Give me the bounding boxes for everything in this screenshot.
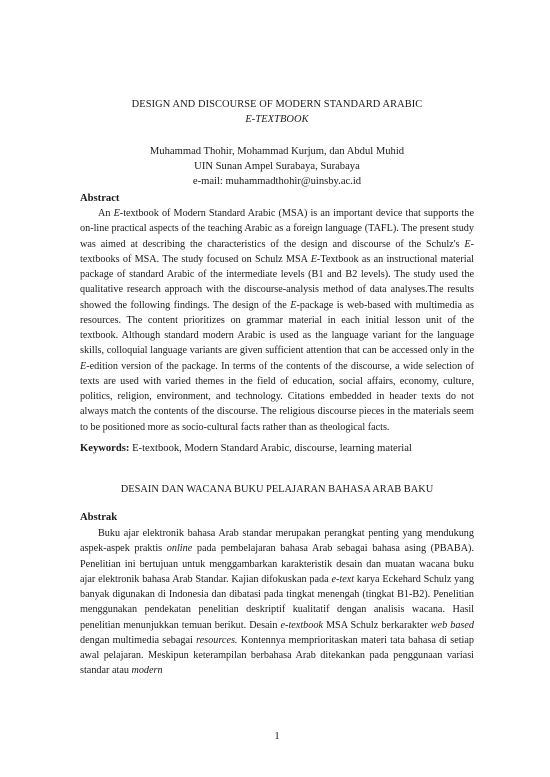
abstrak-text-1: Buku ajar elektronik bahasa Arab standar merupakan perangkat penting yang mendukung aspek-aspek praktis: [80, 528, 474, 555]
indonesian-title: DESAIN DAN WACANA BUKU PELAJARAN BAHASA ARAB BAKU: [120, 484, 434, 495]
abstract-text-5: -package is web-based with multimedia as resources. The content prioritizes on grammar material in each initial lesson unit of the textbook. Although standard modern Arabic is used as the language variant for the language skills, colloquial language variants are given sufficient attention that can be accessed only in the: [80, 299, 475, 357]
abstrak-em-6: modern: [131, 665, 163, 677]
abstrak-paragraph: [80, 526, 474, 679]
abstract-paragraph: [80, 206, 474, 435]
abstract-heading: Abstract: [80, 193, 120, 204]
abstrak-text-6: Kontennya memprioritaskan materi tata bahasa di setiap awal pelajaran. Meskipun keterampilan berbahasa Arab ditekankan pada penggunaan variasi standar atau: [80, 634, 474, 677]
keywords: [80, 443, 412, 454]
abstrak-text-3: karya Eckehard Schulz yang banyak digunakan di Indonesia dan dibatasi pada tingkat menengah (tingkat B1-B2). Penelitian menggunakan pendekatan penelitian deskriptif kualitatif dengan analisis wacana. Hasil penelitian menunjukkan temuan berikut. Desain: [80, 573, 474, 631]
abstrak-text-5: dengan multimedia sebagai: [80, 634, 197, 646]
page-number: 1: [274, 731, 280, 742]
abstract-em-4: E: [290, 299, 297, 311]
abstract-em-1: E: [113, 208, 120, 219]
keywords-text: E-textbook, Modern Standard Arabic, discourse, learning material: [129, 443, 412, 454]
abstract-text-2: -textbook of Modern Standard Arabic (MSA) is an important device that supports the on-line practical aspects of the teaching Arabic as a foreign language (TAFL). The present study was aimed at describing the characteristics of the design and discourse of the Schulz's: [80, 208, 474, 250]
abstract-text-3: -textbooks of MSA. The study focused on Schulz MSA: [80, 238, 474, 265]
abstrak-heading: Abstrak: [80, 512, 118, 523]
abstract-em-5: E: [80, 360, 87, 372]
abstract-text-1: An: [98, 208, 114, 219]
paper-title-line2: [80, 114, 474, 125]
keywords-label: Keywords:: [80, 443, 130, 454]
abstrak-em-4: web based: [430, 619, 474, 631]
abstrak-em-1: online: [166, 543, 193, 555]
paper-title-italic: E-TEXTBOOK: [245, 114, 309, 125]
abstrak-em-3: e-textbook: [280, 619, 323, 631]
abstrak-text-4: MSA Schulz berkarakter: [322, 619, 431, 631]
authors: Muhammad Thohir, Mohammad Kurjum, dan Abdul Muhid: [149, 146, 405, 157]
abstract-text-4: -Textbook as an instructional material package of standard Arabic of the intermediate levels (B1 and B2 levels). The study used the qualitative research approach with the discourse-analysis method of data analyses.The results showed the following findings. The design of the: [80, 253, 474, 311]
abstract-em-2: E: [464, 238, 471, 250]
abstrak-em-5: resources.: [196, 634, 238, 646]
email: e-mail: muhammadthohir@uinsby.ac.id: [192, 176, 362, 187]
abstract-text-6: -edition version of the package. In terms of the contents of the discourse, a wide selection of texts are used with varied themes in the field of education, social affairs, economy, culture, politics, religion, environment, and technology. Citations embedded in header texts do not always match the contents of the discourse. The religious discourse pieces in the materials seem to be positioned more as socio-cultural facts rather than as theological facts.: [80, 360, 474, 433]
abstract-em-3: E: [310, 253, 317, 265]
abstrak-text-2: pada pembelajaran bahasa Arab sebagai bahasa asing (PBABA). Penelitian ini bertujuan untuk menggambarkan karakteristik desain dan muatan wacana buku ajar elektronik bahasa Arab Standar. Kajian difokuskan pada: [80, 543, 474, 585]
affiliation: UIN Sunan Ampel Surabaya, Surabaya: [194, 161, 360, 172]
abstrak-em-2: e-text: [331, 573, 355, 585]
paper-title-line1: DESIGN AND DISCOURSE OF MODERN STANDARD ARABIC: [131, 99, 423, 110]
